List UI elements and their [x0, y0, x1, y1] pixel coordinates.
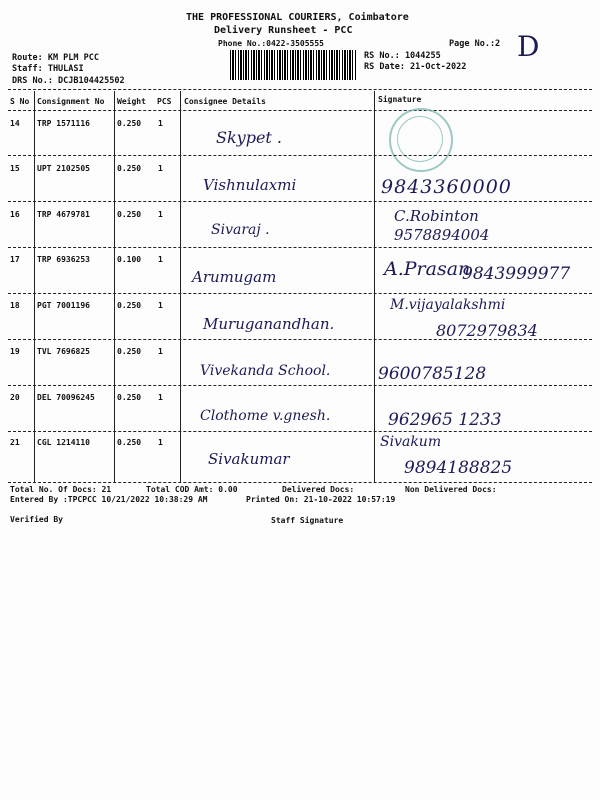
rs-date: RS Date: 21-Oct-2022: [364, 62, 467, 72]
sno: 19: [10, 347, 20, 356]
signature-handwritten: A.Prasan: [384, 258, 471, 280]
col-header-signature: Signature: [378, 95, 422, 104]
col-divider: [374, 91, 375, 482]
signature-handwritten: M.vijayalakshmi: [390, 297, 506, 313]
barcode: [230, 50, 357, 80]
pcs: 1: [158, 164, 163, 173]
pcs: 1: [158, 347, 163, 356]
staff-signature: Staff Signature: [271, 516, 344, 525]
pcs: 1: [158, 210, 163, 219]
signature-handwritten: 9600785128: [378, 364, 487, 384]
signature-handwritten: 9843360000: [381, 176, 512, 198]
non-delivered-docs: Non Delivered Docs:: [405, 485, 497, 494]
col-divider: [34, 91, 35, 482]
runsheet-title: Delivery Runsheet - PCC: [214, 25, 353, 36]
consignment-no: TRP 6936253: [37, 255, 90, 264]
table-bottom-rule: [8, 482, 592, 483]
consignment-no: TRP 1571116: [37, 119, 90, 128]
consignee-handwritten: Vivekanda School.: [200, 363, 331, 379]
col-divider: [180, 91, 181, 482]
row-rule: [8, 339, 592, 340]
consignee-handwritten: Sivaraj .: [211, 222, 270, 238]
pcs: 1: [158, 393, 163, 402]
col-header-weight: Weight: [117, 97, 146, 106]
consignee-handwritten: Muruganandhan.: [203, 315, 335, 333]
signature-handwritten: 9843999977: [462, 264, 571, 284]
weight: 0.250: [117, 119, 142, 128]
page-handwritten-mark: D: [517, 30, 540, 63]
consignee-handwritten: Skypet .: [216, 128, 283, 147]
delivered-docs: Delivered Docs:: [282, 485, 355, 494]
signature-handwritten: 8072979834: [436, 321, 538, 340]
rs-number: RS No.: 1044255: [364, 51, 441, 61]
signature-handwritten: 962965 1233: [388, 410, 502, 430]
signature-handwritten: Sivakum: [380, 434, 442, 450]
printed-on: Printed On: 21-10-2022 10:57:19: [246, 495, 396, 504]
header-rule: [8, 110, 592, 111]
sno: 15: [10, 164, 20, 173]
weight: 0.250: [117, 301, 142, 310]
consignment-no: TVL 7696825: [37, 347, 90, 356]
sno: 21: [10, 438, 20, 447]
weight: 0.250: [117, 164, 142, 173]
col-divider: [114, 91, 115, 482]
weight: 0.250: [117, 347, 142, 356]
staff: Staff: THULASI: [12, 64, 84, 74]
route: Route: KM PLM PCC: [12, 53, 99, 63]
row-rule: [8, 385, 592, 386]
consignment-no: PGT 7001196: [37, 301, 90, 310]
pcs: 1: [158, 301, 163, 310]
page-number: Page No.:2: [449, 39, 501, 49]
consignment-no: DEL 70096245: [37, 393, 95, 402]
consignment-no: TRP 4679781: [37, 210, 90, 219]
consignee-handwritten: Arumugam: [192, 268, 277, 286]
row-rule: [8, 155, 592, 156]
company-title: THE PROFESSIONAL COURIERS, Coimbatore: [186, 12, 409, 23]
total-cod: Total COD Amt: 0.00: [146, 485, 238, 494]
signature-handwritten: 9578894004: [394, 226, 490, 244]
row-rule: [8, 201, 592, 202]
pcs: 1: [158, 255, 163, 264]
sno: 20: [10, 393, 20, 402]
col-header-pcs: PCS: [157, 97, 172, 106]
courier-stamp: [389, 108, 453, 172]
weight: 0.250: [117, 210, 142, 219]
sno: 18: [10, 301, 20, 310]
consignment-no: CGL 1214110: [37, 438, 90, 447]
verified-by: Verified By: [10, 515, 63, 524]
pcs: 1: [158, 119, 163, 128]
total-docs: Total No. Of Docs: 21: [10, 485, 112, 494]
sno: 16: [10, 210, 20, 219]
consignee-handwritten: Vishnulaxmi: [203, 176, 297, 194]
consignee-handwritten: Sivakumar: [208, 450, 290, 468]
sno: 17: [10, 255, 20, 264]
entered-by: Entered By :TPCPCC 10/21/2022 10:38:29 AM: [10, 495, 208, 504]
consignee-handwritten: Clothome v.gnesh.: [200, 408, 331, 424]
row-rule: [8, 293, 592, 294]
col-header-sno: S No: [10, 97, 30, 106]
phone-number: Phone No.:0422-3505555: [218, 39, 324, 48]
sno: 14: [10, 119, 20, 128]
pcs: 1: [158, 438, 163, 447]
signature-handwritten: 9894188825: [404, 458, 513, 478]
consignment-no: UPT 2102505: [37, 164, 90, 173]
table-top-rule: [8, 89, 592, 90]
row-rule: [8, 431, 592, 432]
row-rule: [8, 247, 592, 248]
col-header-consignee: Consignee Details: [184, 97, 266, 106]
drs-number: DRS No.: DCJB104425502: [12, 76, 125, 86]
signature-handwritten: C.Robinton: [394, 207, 479, 225]
weight: 0.250: [117, 438, 142, 447]
col-header-consignment: Consignment No: [37, 97, 105, 106]
weight: 0.250: [117, 393, 142, 402]
weight: 0.100: [117, 255, 142, 264]
